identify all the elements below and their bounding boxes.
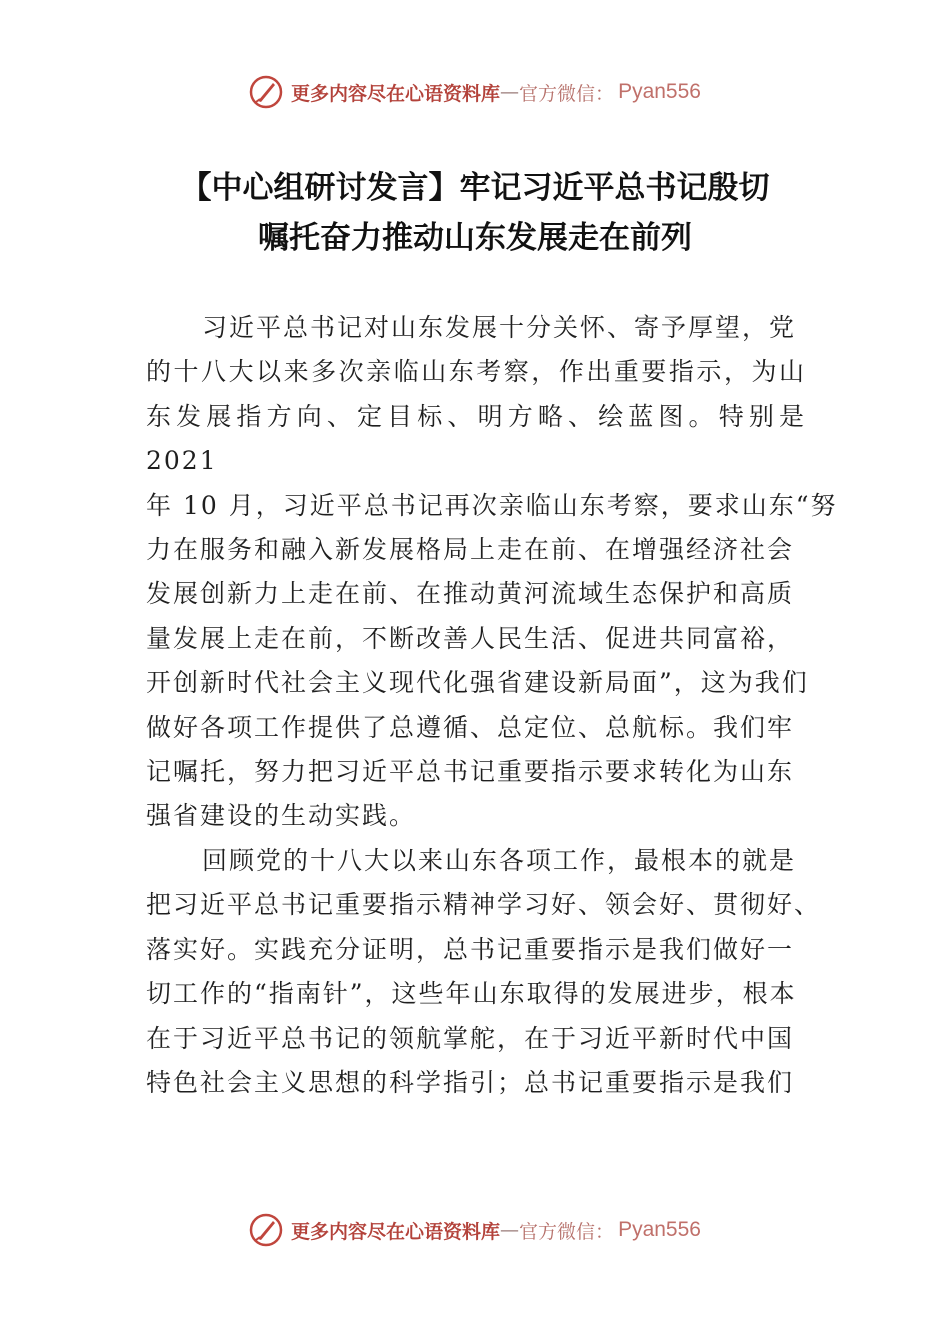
- quill-logo-icon: [249, 1213, 283, 1247]
- body-line: 的十八大以来多次亲临山东考察，作出重要指示，为山: [146, 357, 806, 387]
- body-line: 回顾党的十八大以来山东各项工作，最根本的就是: [202, 845, 797, 875]
- banner-dash: —: [500, 81, 520, 103]
- body-line: 开创新时代社会主义现代化强省建设新局面”，这为我们: [146, 668, 809, 698]
- body-line: 习近平总书记对山东发展十分关怀、寄予厚望，党: [202, 313, 797, 342]
- document-title: [120, 163, 830, 263]
- body-line: 把习近平总书记重要指示精神学习好、领会好、贯彻好、: [146, 890, 822, 920]
- body-line: 东发展指方向、定目标、明方略、绘蓝图。特别是: [146, 401, 806, 431]
- wechat-label: 官方微信：: [519, 1220, 615, 1243]
- body-line: 强省建设的生动实践。: [146, 801, 417, 831]
- document-body: [146, 306, 838, 1105]
- footer-banner: [0, 1210, 950, 1250]
- wechat-id: Pyan556: [618, 1218, 701, 1241]
- wechat-label: 官方微信：: [519, 82, 615, 105]
- body-line: 年 10 月，习近平总书记再次亲临山东考察，要求山东“努: [146, 490, 838, 520]
- body-line: 在于习近平总书记的领航掌舵，在于习近平新时代中国: [146, 1023, 795, 1053]
- body-line: 落实好。实践充分证明，总书记重要指示是我们做好一: [146, 934, 795, 964]
- body-line: 发展创新力上走在前、在推动黄河流域生态保护和高质: [146, 579, 795, 609]
- library-name: 更多内容尽在心语资料库: [291, 82, 501, 105]
- title-line-2: 嘱托奋力推动山东发展走在前列: [258, 220, 692, 256]
- body-line: 切工作的“指南针”，这些年山东取得的发展进步，根本: [146, 979, 797, 1009]
- header-banner: [0, 72, 950, 112]
- title-line-1: 【中心组研讨发言】牢记习近平总书记殷切: [180, 170, 770, 206]
- body-line: 做好各项工作提供了总遵循、总定位、总航标。我们牢: [146, 712, 795, 742]
- quill-logo-icon: [249, 75, 283, 109]
- library-name: 更多内容尽在心语资料库: [291, 1220, 501, 1243]
- body-line: 2021: [146, 446, 218, 476]
- body-line: 量发展上走在前，不断改善人民生活、促进共同富裕，: [146, 623, 795, 653]
- wechat-id: Pyan556: [618, 80, 701, 103]
- banner-dash: —: [500, 1219, 520, 1241]
- body-line: 特色社会主义思想的科学指引；总书记重要指示是我们: [146, 1067, 795, 1097]
- body-line: 力在服务和融入新发展格局上走在前、在增强经济社会: [146, 535, 795, 565]
- body-line: 记嘱托，努力把习近平总书记重要指示要求转化为山东: [146, 757, 795, 787]
